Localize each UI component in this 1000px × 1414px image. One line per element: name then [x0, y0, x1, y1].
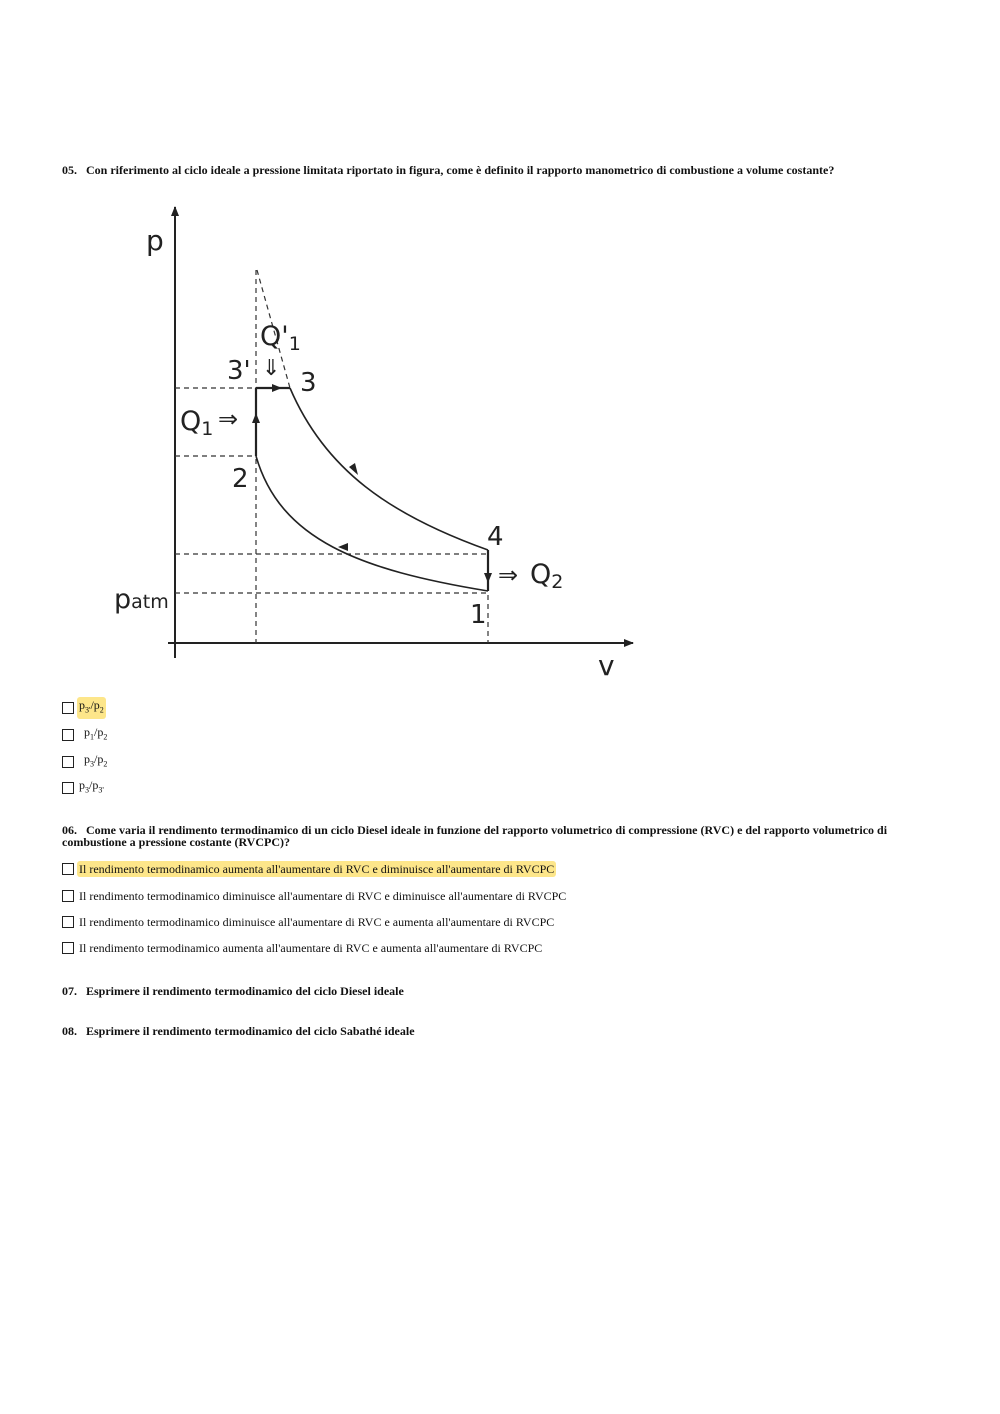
answer-checkbox[interactable] — [62, 782, 74, 794]
question-06-text — [62, 824, 937, 848]
point-label-3prime: 3' — [227, 356, 251, 386]
answer-label: $p_3/p_{3'}$ — [79, 778, 104, 795]
answer-checkbox[interactable] — [62, 756, 74, 768]
cycle-expansion-curve — [290, 388, 488, 550]
question-07-text — [62, 985, 937, 997]
question-prompt: Esprimere il rendimento termodinamico del ciclo Diesel ideale — [86, 984, 404, 998]
answer-option[interactable] — [62, 887, 568, 905]
answer-option[interactable] — [62, 726, 109, 744]
answer-checkbox[interactable] — [62, 942, 74, 954]
patm-label: patm — [114, 584, 169, 615]
point-label-1: 1 — [470, 600, 487, 630]
question-08-text — [62, 1025, 937, 1037]
x-axis-label: v — [598, 649, 615, 682]
answer-label: Il rendimento termodinamico aumenta all'aumentare di RVC e diminuisce all'aumentare di RVCPC — [79, 862, 555, 876]
point-label-4: 4 — [487, 522, 504, 552]
answer-label: $p_1/p_2$ — [84, 725, 108, 742]
q2-label: Q2 — [530, 559, 564, 593]
question-number: 05. — [62, 163, 77, 177]
point-label-2: 2 — [232, 464, 249, 494]
answer-checkbox[interactable] — [62, 863, 74, 875]
answer-label: $p_3/p_2$ — [84, 752, 108, 769]
question-number: 06. — [62, 823, 77, 837]
answer-checkbox[interactable] — [62, 702, 74, 714]
arrowhead-up — [252, 413, 260, 423]
answer-checkbox[interactable] — [62, 890, 74, 902]
answer-option[interactable] — [62, 939, 544, 957]
point-label-3: 3 — [300, 368, 317, 398]
y-axis-label: p — [146, 224, 164, 257]
question-prompt: Con riferimento al ciclo ideale a pressione limitata riportato in figura, come è definito il rapporto manometrico di combustione a volume costante? — [86, 163, 835, 177]
q1prime-arrow-icon: ⇓ — [262, 356, 281, 381]
q2-arrow-icon: ⇒ — [498, 561, 519, 589]
q1-label: Q1 — [180, 406, 214, 440]
answer-label: Il rendimento termodinamico aumenta all'aumentare di RVC e aumenta all'aumentare di RVCPC — [79, 941, 543, 955]
answer-option[interactable] — [62, 779, 106, 797]
arrowhead-right — [272, 384, 282, 392]
q1prime-label: Q'1 — [260, 321, 301, 355]
answer-label: Il rendimento termodinamico diminuisce all'aumentare di RVC e diminuisce all'aumentare di RVCPC — [79, 889, 567, 903]
answer-option[interactable] — [62, 699, 106, 717]
arrowhead-down — [484, 573, 492, 583]
answer-checkbox[interactable] — [62, 729, 74, 741]
answer-checkbox[interactable] — [62, 916, 74, 928]
question-05-text — [62, 164, 937, 176]
pv-cycle-diagram — [100, 195, 660, 685]
question-prompt: Esprimere il rendimento termodinamico del ciclo Sabathé ideale — [86, 1024, 415, 1038]
question-number: 07. — [62, 984, 77, 998]
question-prompt: Come varia il rendimento termodinamico di un ciclo Diesel ideale in funzione del rapporto volumetrico di compressione (RVC) e del rapporto volumetrico di combustione a pressione costante (RVCPC)? — [62, 823, 888, 849]
answer-option[interactable] — [62, 860, 556, 878]
answer-label: Il rendimento termodinamico diminuisce all'aumentare di RVC e aumenta all'aumentare di RVCPC — [79, 915, 555, 929]
answer-option[interactable] — [62, 913, 556, 931]
cycle-compression-curve — [256, 456, 488, 591]
answer-option[interactable] — [62, 753, 109, 771]
answer-label: $p_{3'}/p_2$ — [77, 697, 106, 718]
q1-arrow-icon: ⇒ — [218, 405, 239, 433]
question-number: 08. — [62, 1024, 77, 1038]
